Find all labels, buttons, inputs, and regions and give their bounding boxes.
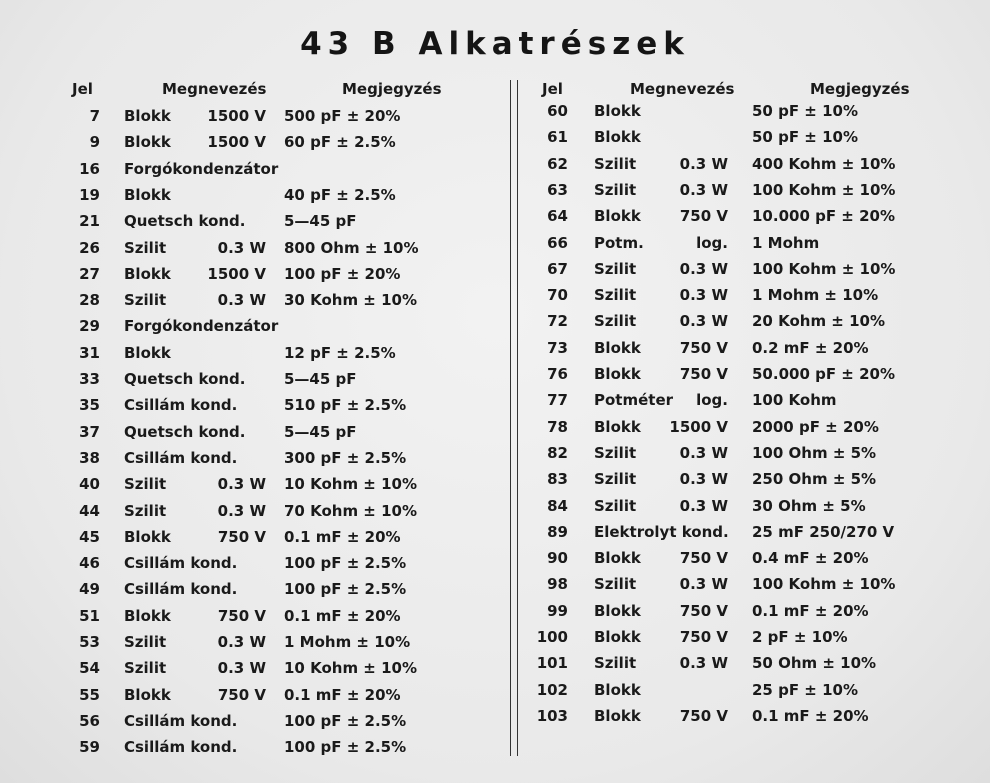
table-row bbox=[530, 628, 970, 650]
part-note: 40 pF ± 2.5% bbox=[284, 185, 396, 204]
part-jel: 53 bbox=[79, 633, 100, 651]
table-row bbox=[530, 365, 970, 387]
part-jel: 54 bbox=[79, 659, 100, 678]
part-rating: 750 V bbox=[679, 338, 728, 357]
column-header bbox=[58, 80, 498, 102]
part-jel: 90 bbox=[547, 549, 568, 568]
part-name: Potm. bbox=[594, 233, 644, 252]
part-name: Szilit bbox=[594, 443, 637, 462]
part-rating: 0.3 W bbox=[679, 470, 728, 489]
part-jel: 83 bbox=[547, 470, 568, 489]
part-name: Szilit bbox=[594, 496, 637, 515]
part-jel: 27 bbox=[79, 264, 100, 283]
part-jel: 61 bbox=[547, 128, 568, 147]
part-note: 1 Mohm bbox=[752, 233, 820, 252]
part-rating: 0.3 W bbox=[679, 286, 728, 305]
part-note: 5—45 pF bbox=[284, 370, 357, 388]
part-rating: log. bbox=[696, 391, 728, 410]
part-rating: 0.3 W bbox=[679, 575, 728, 594]
part-jel: 44 bbox=[79, 501, 100, 520]
table-row bbox=[530, 681, 970, 703]
part-jel: 31 bbox=[79, 343, 100, 362]
part-note: 60 pF ± 2.5% bbox=[284, 133, 396, 152]
table-row bbox=[530, 418, 970, 440]
part-name: Potméter bbox=[594, 391, 674, 410]
part-note: 0.1 mF ± 20% bbox=[284, 606, 401, 625]
part-note: 0.1 mF ± 20% bbox=[284, 527, 401, 546]
part-rating: 750 V bbox=[679, 601, 728, 620]
part-name: Szilit bbox=[594, 154, 637, 173]
table-row bbox=[58, 580, 498, 602]
part-name: Blokk bbox=[594, 338, 641, 357]
part-name: Blokk bbox=[124, 185, 171, 204]
part-rating: 0.3 W bbox=[679, 259, 728, 278]
part-name: Blokk bbox=[124, 107, 171, 125]
part-name: Quetsch kond. bbox=[124, 370, 246, 388]
part-name: Szilit bbox=[124, 633, 167, 651]
header-name: Megnevezés bbox=[630, 80, 735, 98]
part-name: Csillám kond. bbox=[124, 738, 238, 757]
table-row bbox=[58, 633, 498, 655]
column-header bbox=[530, 80, 970, 102]
part-jel: 16 bbox=[79, 159, 100, 178]
part-name: Szilit bbox=[594, 312, 637, 331]
table-row bbox=[58, 686, 498, 708]
table-row bbox=[58, 738, 498, 760]
part-name: Szilit bbox=[594, 470, 637, 489]
table-row bbox=[58, 607, 498, 629]
part-name: Szilit bbox=[594, 259, 637, 278]
table-row bbox=[530, 575, 970, 597]
part-jel: 60 bbox=[547, 102, 568, 120]
part-jel: 78 bbox=[547, 417, 568, 436]
header-jel: Jel bbox=[542, 80, 563, 98]
table-row bbox=[530, 312, 970, 334]
part-jel: 72 bbox=[547, 312, 568, 331]
table-row bbox=[530, 602, 970, 624]
part-jel: 102 bbox=[536, 680, 568, 699]
part-jel: 56 bbox=[79, 711, 100, 730]
header-note: Megjegyzés bbox=[342, 80, 442, 98]
part-rating: 750 V bbox=[679, 549, 728, 568]
table-row bbox=[530, 654, 970, 676]
part-rating: 1500 V bbox=[207, 107, 266, 125]
part-jel: 7 bbox=[89, 107, 100, 125]
part-jel: 49 bbox=[79, 580, 100, 599]
table-row bbox=[530, 102, 970, 124]
table-row bbox=[58, 239, 498, 261]
part-note: 10 Kohm ± 10% bbox=[284, 475, 417, 494]
part-jel: 77 bbox=[547, 391, 568, 410]
part-name: Blokk bbox=[594, 417, 641, 436]
part-rating: 0.3 W bbox=[679, 312, 728, 331]
part-note: 100 pF ± 20% bbox=[284, 264, 401, 283]
part-name: Csillám kond. bbox=[124, 396, 238, 415]
part-jel: 84 bbox=[547, 496, 568, 515]
part-name: Szilit bbox=[124, 238, 167, 257]
part-name: Blokk bbox=[124, 133, 171, 152]
part-jel: 46 bbox=[79, 554, 100, 573]
part-jel: 38 bbox=[79, 448, 100, 467]
header-name: Megnevezés bbox=[162, 80, 267, 98]
part-rating: 1500 V bbox=[207, 264, 266, 283]
part-note: 50 Ohm ± 10% bbox=[752, 654, 877, 673]
part-rating: 0.3 W bbox=[217, 501, 266, 520]
part-name: Szilit bbox=[124, 291, 167, 310]
part-jel: 37 bbox=[79, 422, 100, 441]
table-row bbox=[530, 444, 970, 466]
part-note: 5—45 pF bbox=[284, 212, 357, 231]
part-jel: 55 bbox=[79, 685, 100, 704]
table-row bbox=[530, 234, 970, 256]
part-note: 800 Ohm ± 10% bbox=[284, 238, 419, 257]
part-note: 510 pF ± 2.5% bbox=[284, 396, 407, 415]
table-row bbox=[58, 423, 498, 445]
part-note: 100 Kohm ± 10% bbox=[752, 180, 896, 199]
table-row bbox=[58, 502, 498, 524]
part-note: 400 Kohm ± 10% bbox=[752, 154, 896, 173]
part-jel: 82 bbox=[547, 443, 568, 462]
table-row bbox=[58, 317, 498, 339]
part-name: Szilit bbox=[124, 659, 167, 678]
table-row bbox=[58, 344, 498, 366]
table-row bbox=[530, 128, 970, 150]
table-row bbox=[58, 265, 498, 287]
table-row bbox=[530, 391, 970, 413]
part-note: 100 Kohm ± 10% bbox=[752, 259, 896, 278]
table-row bbox=[530, 497, 970, 519]
part-rating: 1500 V bbox=[207, 133, 266, 152]
part-jel: 28 bbox=[79, 291, 100, 310]
part-rating: 0.3 W bbox=[217, 291, 266, 310]
part-note: 100 pF ± 2.5% bbox=[284, 711, 407, 730]
part-note: 50 pF ± 10% bbox=[752, 128, 858, 147]
part-rating: 0.3 W bbox=[217, 659, 266, 678]
part-name: Csillám kond. bbox=[124, 554, 238, 573]
part-rating: 1500 V bbox=[669, 417, 728, 436]
part-name: Blokk bbox=[124, 685, 171, 704]
part-note: 25 mF 250/270 V bbox=[752, 522, 895, 541]
table-row bbox=[58, 659, 498, 681]
header-note: Megjegyzés bbox=[810, 80, 910, 98]
part-jel: 62 bbox=[547, 154, 568, 173]
part-name: Csillám kond. bbox=[124, 580, 238, 599]
table-row bbox=[58, 291, 498, 313]
part-note: 30 Ohm ± 5% bbox=[752, 496, 866, 515]
part-note: 30 Kohm ± 10% bbox=[284, 291, 417, 310]
part-jel: 98 bbox=[547, 575, 568, 594]
part-name: Blokk bbox=[594, 128, 641, 147]
part-rating: 0.3 W bbox=[217, 238, 266, 257]
part-name: Blokk bbox=[594, 365, 641, 383]
part-note: 2000 pF ± 20% bbox=[752, 417, 879, 436]
part-note: 50.000 pF ± 20% bbox=[752, 365, 896, 383]
part-rating: 0.3 W bbox=[679, 443, 728, 462]
part-name: Csillám kond. bbox=[124, 448, 238, 467]
table-row bbox=[530, 155, 970, 177]
part-jel: 100 bbox=[536, 628, 568, 646]
part-jel: 64 bbox=[547, 207, 568, 226]
part-note: 100 pF ± 2.5% bbox=[284, 738, 407, 757]
table-row bbox=[530, 181, 970, 203]
part-note: 100 Kohm ± 10% bbox=[752, 575, 896, 594]
part-name: Szilit bbox=[124, 501, 167, 520]
part-note: 300 pF ± 2.5% bbox=[284, 448, 407, 467]
part-jel: 67 bbox=[547, 259, 568, 278]
column-divider bbox=[510, 80, 518, 756]
part-name: Blokk bbox=[594, 680, 641, 699]
part-jel: 70 bbox=[547, 286, 568, 305]
part-rating: 0.3 W bbox=[679, 496, 728, 515]
table-row bbox=[530, 549, 970, 571]
part-jel: 45 bbox=[79, 527, 100, 546]
part-name: Blokk bbox=[594, 549, 641, 568]
part-rating: 0.3 W bbox=[679, 654, 728, 673]
part-note: 12 pF ± 2.5% bbox=[284, 343, 396, 362]
table-row bbox=[58, 212, 498, 234]
part-note: 2 pF ± 10% bbox=[752, 628, 848, 646]
table-row bbox=[530, 207, 970, 229]
part-note: 5—45 pF bbox=[284, 422, 357, 441]
part-note: 100 Kohm bbox=[752, 391, 837, 410]
part-name: Blokk bbox=[124, 264, 171, 283]
header-jel: Jel bbox=[72, 80, 93, 98]
part-jel: 40 bbox=[79, 475, 100, 494]
part-name: Csillám kond. bbox=[124, 711, 238, 730]
part-jel: 19 bbox=[79, 185, 100, 204]
part-rating: 750 V bbox=[679, 628, 728, 646]
part-name: Blokk bbox=[124, 527, 171, 546]
part-name: Blokk bbox=[124, 606, 171, 625]
table-row bbox=[530, 707, 970, 729]
part-rating: log. bbox=[696, 233, 728, 252]
part-jel: 59 bbox=[79, 738, 100, 757]
part-note: 70 Kohm ± 10% bbox=[284, 501, 417, 520]
part-note: 100 Ohm ± 5% bbox=[752, 443, 877, 462]
part-jel: 73 bbox=[547, 338, 568, 357]
part-note: 0.4 mF ± 20% bbox=[752, 549, 869, 568]
part-jel: 35 bbox=[79, 396, 100, 415]
part-name: Quetsch kond. bbox=[124, 422, 246, 441]
part-rating: 750 V bbox=[217, 606, 266, 625]
part-name: Forgókondenzátor bbox=[124, 317, 279, 336]
part-note: 0.1 mF ± 20% bbox=[284, 685, 401, 704]
parts-column-right bbox=[530, 80, 970, 725]
part-note: 100 pF ± 2.5% bbox=[284, 580, 407, 599]
part-name: Szilit bbox=[594, 286, 637, 305]
part-name: Blokk bbox=[594, 207, 641, 226]
part-note: 1 Mohm ± 10% bbox=[284, 633, 411, 651]
part-note: 50 pF ± 10% bbox=[752, 102, 858, 120]
part-name: Blokk bbox=[124, 343, 171, 362]
part-name: Szilit bbox=[594, 575, 637, 594]
part-jel: 63 bbox=[547, 180, 568, 199]
part-note: 10.000 pF ± 20% bbox=[752, 207, 896, 226]
table-row bbox=[530, 260, 970, 282]
table-row bbox=[58, 554, 498, 576]
part-note: 100 pF ± 2.5% bbox=[284, 554, 407, 573]
part-jel: 103 bbox=[536, 706, 568, 725]
table-row bbox=[58, 396, 498, 418]
table-row bbox=[58, 528, 498, 550]
table-row bbox=[58, 449, 498, 471]
part-jel: 33 bbox=[79, 370, 100, 388]
part-jel: 99 bbox=[547, 601, 568, 620]
part-name: Blokk bbox=[594, 102, 641, 120]
part-jel: 66 bbox=[547, 233, 568, 252]
part-jel: 89 bbox=[547, 522, 568, 541]
part-rating: 750 V bbox=[217, 685, 266, 704]
part-name: Quetsch kond. bbox=[124, 212, 246, 231]
part-jel: 51 bbox=[79, 606, 100, 625]
table-row bbox=[58, 107, 498, 129]
part-note: 500 pF ± 20% bbox=[284, 107, 401, 125]
part-name: Forgókondenzátor bbox=[124, 159, 279, 178]
part-name: Szilit bbox=[594, 180, 637, 199]
part-note: 25 pF ± 10% bbox=[752, 680, 858, 699]
parts-column-left bbox=[58, 80, 498, 757]
table-row bbox=[530, 286, 970, 308]
part-note: 20 Kohm ± 10% bbox=[752, 312, 885, 331]
table-row bbox=[58, 370, 498, 392]
table-row bbox=[58, 186, 498, 208]
part-jel: 26 bbox=[79, 238, 100, 257]
part-name: Elektrolyt kond. bbox=[594, 522, 729, 541]
part-rating: 0.3 W bbox=[679, 154, 728, 173]
part-note: 0.1 mF ± 20% bbox=[752, 706, 869, 725]
part-note: 10 Kohm ± 10% bbox=[284, 659, 417, 678]
table-row bbox=[58, 475, 498, 497]
part-rating: 750 V bbox=[679, 365, 728, 383]
table-row bbox=[58, 712, 498, 734]
part-rating: 0.3 W bbox=[679, 180, 728, 199]
part-rating: 0.3 W bbox=[217, 475, 266, 494]
part-note: 1 Mohm ± 10% bbox=[752, 286, 879, 305]
part-jel: 29 bbox=[79, 317, 100, 336]
part-name: Szilit bbox=[124, 475, 167, 494]
part-jel: 76 bbox=[547, 365, 568, 383]
table-row bbox=[58, 160, 498, 182]
part-rating: 750 V bbox=[679, 207, 728, 226]
part-note: 250 Ohm ± 5% bbox=[752, 470, 877, 489]
part-name: Blokk bbox=[594, 601, 641, 620]
table-row bbox=[530, 470, 970, 492]
part-rating: 750 V bbox=[217, 527, 266, 546]
table-row bbox=[530, 523, 970, 545]
table-row bbox=[530, 339, 970, 361]
part-name: Blokk bbox=[594, 628, 641, 646]
part-note: 0.1 mF ± 20% bbox=[752, 601, 869, 620]
part-rating: 0.3 W bbox=[217, 633, 266, 651]
part-rating: 750 V bbox=[679, 706, 728, 725]
part-note: 0.2 mF ± 20% bbox=[752, 338, 869, 357]
page-title: 43 B Alkatrészek bbox=[300, 26, 690, 62]
part-jel: 101 bbox=[536, 654, 568, 673]
part-jel: 9 bbox=[89, 133, 100, 152]
part-jel: 21 bbox=[79, 212, 100, 231]
part-name: Blokk bbox=[594, 706, 641, 725]
part-name: Szilit bbox=[594, 654, 637, 673]
table-row bbox=[58, 133, 498, 155]
